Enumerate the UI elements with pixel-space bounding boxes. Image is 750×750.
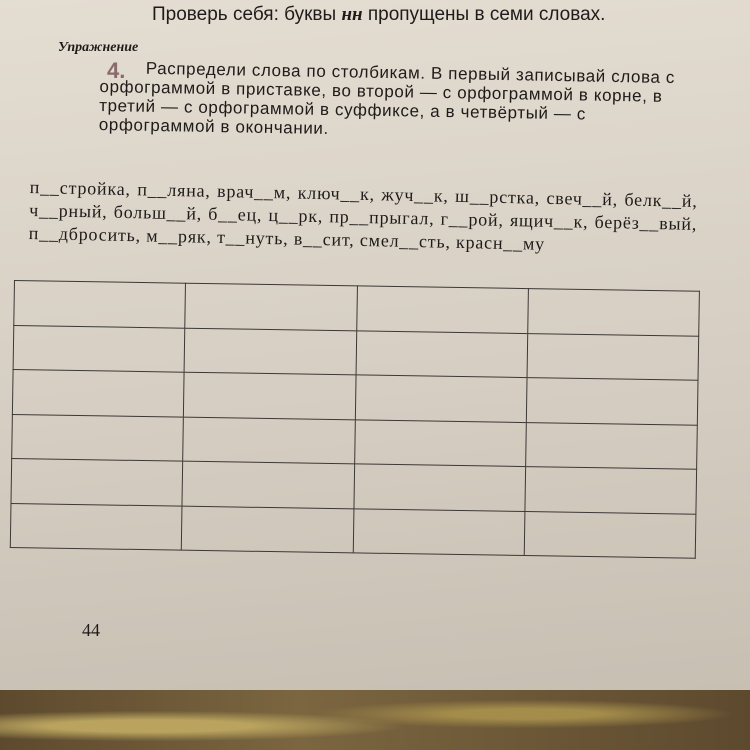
table-cell[interactable] [526,378,698,425]
header-text-before: Проверь себя: буквы [152,4,342,25]
table-row [10,503,696,558]
table-cell[interactable] [184,328,356,375]
table-cell[interactable] [525,422,697,469]
table-cell[interactable] [354,419,526,466]
table-cell[interactable] [184,372,356,419]
word-list: п__стройка, п__ляна, врач__м, ключ__к, жуч__к, ш__рстка, свеч__й, белк__й, ч__рный, больш__й, б__ец, ц__рк, пр__прыгал, г__рой, ящич__к, берёз__вый, п__дбросить, м__ряк, т__нуть, в__сит, смел__сть, красн__му [28,176,698,254]
table-cell[interactable] [353,464,525,511]
table-cell[interactable] [182,506,354,553]
table-cell[interactable] [524,511,696,558]
table-cell[interactable] [355,375,527,422]
table-cell[interactable] [527,333,699,380]
table-cell[interactable] [353,508,525,555]
table-cell[interactable] [10,503,182,550]
table-cell[interactable] [12,369,184,416]
page-number: 44 [82,620,100,640]
table-cell[interactable] [13,325,185,372]
table-cell[interactable] [11,458,183,505]
check-yourself-line [152,4,605,26]
exercise-label: Упражнение [58,40,139,55]
table-cell[interactable] [356,330,528,377]
tablecloth-background [0,690,750,750]
table-cell[interactable] [183,417,355,464]
table-cell[interactable] [525,467,697,514]
exercise-instruction: Распредели слова по столбикам. В первый записывай слова с орфограммой в приставке, во второй — с орфограммой в корне, в третий — с орфограммой в суффиксе, а в четвёртый — с орфограммой в окончании. [98,58,676,139]
table-cell[interactable] [14,281,186,328]
table-cell[interactable] [185,283,357,330]
exercise-number: 4. [107,58,126,83]
table-cell[interactable] [527,289,699,336]
table-cell[interactable] [356,286,528,333]
table-cell[interactable] [182,461,354,508]
table-cell[interactable] [12,414,184,461]
answer-table [10,280,700,559]
header-letters: нн [341,4,363,25]
header-text-after: пропущены в семи словах. [362,4,606,25]
